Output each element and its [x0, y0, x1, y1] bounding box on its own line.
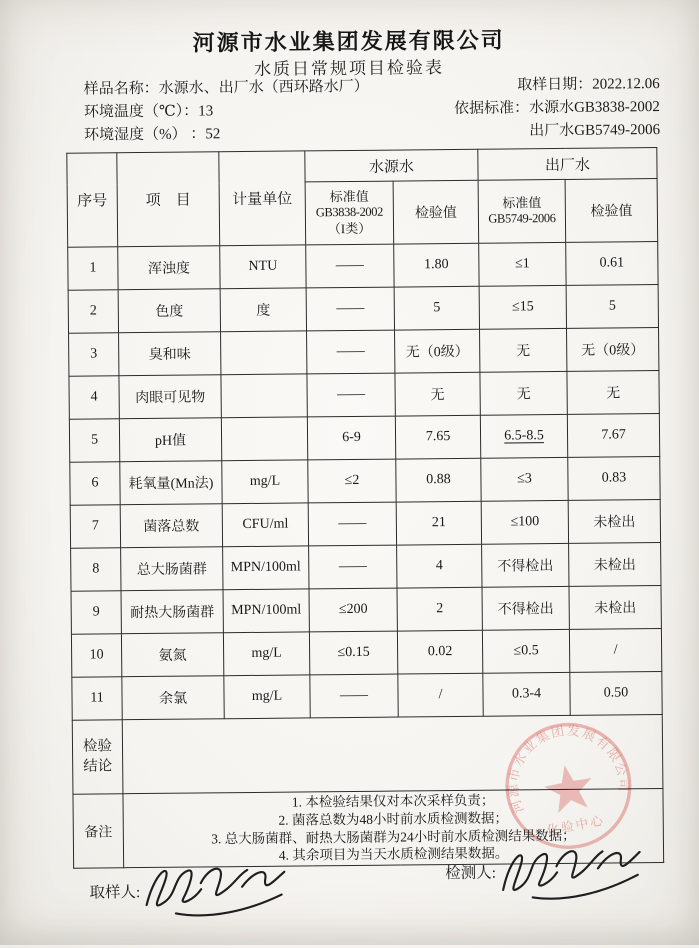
col-header-no: 序号: [67, 153, 118, 247]
cell-item: 色度: [118, 289, 220, 333]
cell-unit: MPN/100ml: [223, 546, 309, 590]
inspector-line: [445, 861, 496, 883]
cell-src_std: 6-9: [307, 416, 395, 460]
text-line: 4. 其余项目为当天水质检测结果数据。: [278, 845, 509, 864]
cell-src_std: ——: [310, 674, 398, 718]
cell-src_val: 1.80: [394, 243, 479, 287]
cell-out_std: ≤0.5: [482, 629, 569, 673]
cell-src_std: ——: [308, 502, 396, 546]
cell-src_val: /: [398, 673, 483, 717]
cell-unit: mg/L: [222, 460, 308, 504]
cell-unit: CFU/ml: [222, 503, 308, 547]
conclusion-row: [72, 715, 663, 795]
text-line: （I类）: [327, 220, 372, 237]
sample-name: 样品名称：水源水、出厂水（西环路水厂）: [83, 78, 369, 98]
cell-no: 4: [69, 376, 119, 419]
cell-no: 3: [69, 333, 119, 376]
table-row: [68, 242, 658, 291]
cell-unit: 度: [220, 288, 306, 332]
cell-src_std: ——: [307, 330, 395, 374]
cell-unit: mg/L: [223, 632, 309, 676]
cell-unit: mg/L: [224, 675, 310, 719]
table-row: [71, 586, 661, 635]
cell-out_val: 0.83: [568, 457, 660, 501]
meta-block: [84, 77, 661, 152]
table-row: [69, 371, 659, 420]
standard-outlet: 出厂水GB5749-2006: [529, 122, 661, 140]
cell-item: 总大肠菌群: [121, 547, 223, 591]
cell-out_val: /: [569, 629, 661, 673]
cell-src_std: ≤200: [309, 588, 397, 632]
text-line: 3. 总大肠菌群、耐热大肠菌群为24小时前水质检测结果数据；: [211, 827, 576, 846]
table-row: [70, 457, 660, 506]
cell-out_std: ≤3: [481, 457, 568, 501]
cell-out_std: ≤100: [481, 500, 568, 544]
cell-out_val: 未检出: [569, 586, 661, 630]
table-row: [68, 285, 658, 334]
cell-out_val: 0.50: [570, 672, 662, 716]
cell-out_std: 无: [480, 328, 567, 372]
text-line: 2. 菌落总数为48小时前水质检测数据；: [278, 810, 509, 828]
meta-row-sample: [84, 77, 660, 98]
cell-item: 菌落总数: [120, 504, 222, 548]
seal-center-text: 化验中心: [545, 813, 607, 838]
table-row: [71, 629, 661, 678]
sampler-label: 取样人:: [89, 884, 141, 902]
text-line: 标准值: [502, 195, 542, 211]
col-header-item: 项 目: [117, 152, 220, 247]
cell-src_val: 无（0级）: [395, 329, 480, 373]
cell-no: 8: [71, 548, 121, 591]
meta-row-temp: [84, 100, 660, 121]
cell-item: 肉眼可见物: [119, 375, 221, 419]
text-line: 结论: [83, 757, 113, 775]
table-row: [70, 500, 660, 549]
cell-out_std: ≤1: [479, 242, 566, 286]
group-header-outlet-water: 出厂水: [478, 148, 657, 181]
cell-src_val: 7.65: [395, 415, 480, 459]
cell-no: 2: [68, 290, 118, 333]
cell-src_val: 0.88: [396, 458, 481, 502]
cell-no: 7: [70, 505, 120, 548]
inspection-table: [66, 147, 664, 869]
cell-src_std: ≤0.15: [309, 631, 397, 675]
cell-out_std: 不得检出: [482, 586, 569, 630]
table-row: [69, 328, 659, 377]
cell-item: 余氯: [122, 676, 224, 720]
document-title: 水质日常规项目检验表: [253, 58, 445, 79]
cell-no: 10: [71, 634, 121, 677]
cell-item: 臭和味: [119, 332, 221, 376]
cell-src_std: ——: [309, 545, 397, 589]
sampler-signature: [135, 853, 296, 921]
cell-no: 6: [70, 462, 120, 505]
cell-out_std: 不得检出: [482, 543, 569, 587]
table-row: [71, 543, 661, 592]
cell-no: 11: [72, 677, 122, 720]
cell-out_val: 未检出: [569, 543, 661, 587]
text-line: 检验: [82, 738, 113, 755]
col-header-unit: 计量单位: [219, 151, 306, 246]
text-line: GB5749-2006: [488, 211, 556, 226]
cell-item: 耗氧量(Mn法): [120, 461, 222, 505]
env-temperature: 环境温度（℃）：13: [83, 103, 214, 121]
cell-out_std: ≤15: [479, 285, 566, 329]
cell-item: 氨氮: [121, 633, 223, 677]
cell-src_val: 21: [396, 501, 481, 545]
cell-out_val: 无: [567, 371, 659, 415]
cell-out_std: 6.5-8.5: [480, 414, 567, 458]
env-humidity: 环境湿度（%） ：52: [84, 126, 221, 144]
cell-out_val: 0.61: [566, 242, 658, 286]
text-line: 标准值: [329, 188, 369, 205]
col-header-outlet-value: 检验值: [565, 179, 658, 243]
inspector-signature: [491, 835, 652, 903]
cell-item: 耐热大肠菌群: [121, 590, 223, 634]
cell-src_std: ≤2: [308, 459, 396, 503]
notes-label: 备注: [73, 794, 124, 868]
sampling-date: 取样日期：2022.12.06: [517, 76, 660, 94]
cell-item: pH值: [119, 418, 221, 462]
table-row: [69, 414, 659, 463]
standard-source: 依据标准：水源水GB3838-2002: [453, 99, 660, 118]
cell-out_std: 0.3-4: [483, 672, 570, 716]
cell-src_std: ——: [307, 373, 395, 417]
table-row: [72, 672, 662, 721]
cell-out_std: 无: [480, 371, 567, 415]
col-header-outlet-standard: [478, 179, 566, 243]
conclusion-label: [72, 720, 123, 794]
cell-out_val: 5: [566, 285, 658, 329]
cell-src_std: ——: [306, 244, 394, 288]
cell-src_val: 无: [395, 372, 480, 416]
cell-src_std: ——: [306, 287, 394, 331]
seal-arc-text: 河源市水业集团发展有限公司: [505, 722, 632, 816]
text-line: 1. 本检验结果仅对本次采样负责；: [291, 792, 495, 810]
meta-row-humidity: [84, 123, 660, 144]
company-title: 河源市水业集团发展有限公司: [192, 27, 505, 56]
cell-unit: MPN/100ml: [223, 589, 309, 633]
cell-unit: NTU: [220, 245, 306, 289]
cell-unit: [221, 417, 307, 461]
cell-unit: [221, 331, 307, 375]
group-header-source-water: 水源水: [305, 149, 478, 182]
cell-out_val: 无（0级）: [567, 328, 659, 372]
cell-out_val: 未检出: [568, 500, 660, 544]
sampler-line: [89, 880, 140, 902]
cell-src_val: 4: [397, 544, 482, 588]
cell-src_val: 5: [394, 286, 479, 330]
col-header-source-standard: [305, 181, 394, 245]
cell-no: 5: [69, 419, 119, 462]
cell-item: 浑浊度: [118, 246, 220, 290]
col-header-source-value: 检验值: [393, 180, 479, 244]
cell-src_val: 2: [397, 587, 482, 631]
cell-src_val: 0.02: [397, 630, 482, 674]
conclusion-value: [122, 715, 663, 794]
cell-no: 1: [68, 247, 118, 290]
cell-unit: [221, 374, 307, 418]
text-line: GB3838-2002: [315, 204, 384, 220]
cell-no: 9: [71, 591, 121, 634]
inspector-label: 检测人:: [445, 864, 497, 883]
cell-out_val: 7.67: [567, 414, 659, 458]
